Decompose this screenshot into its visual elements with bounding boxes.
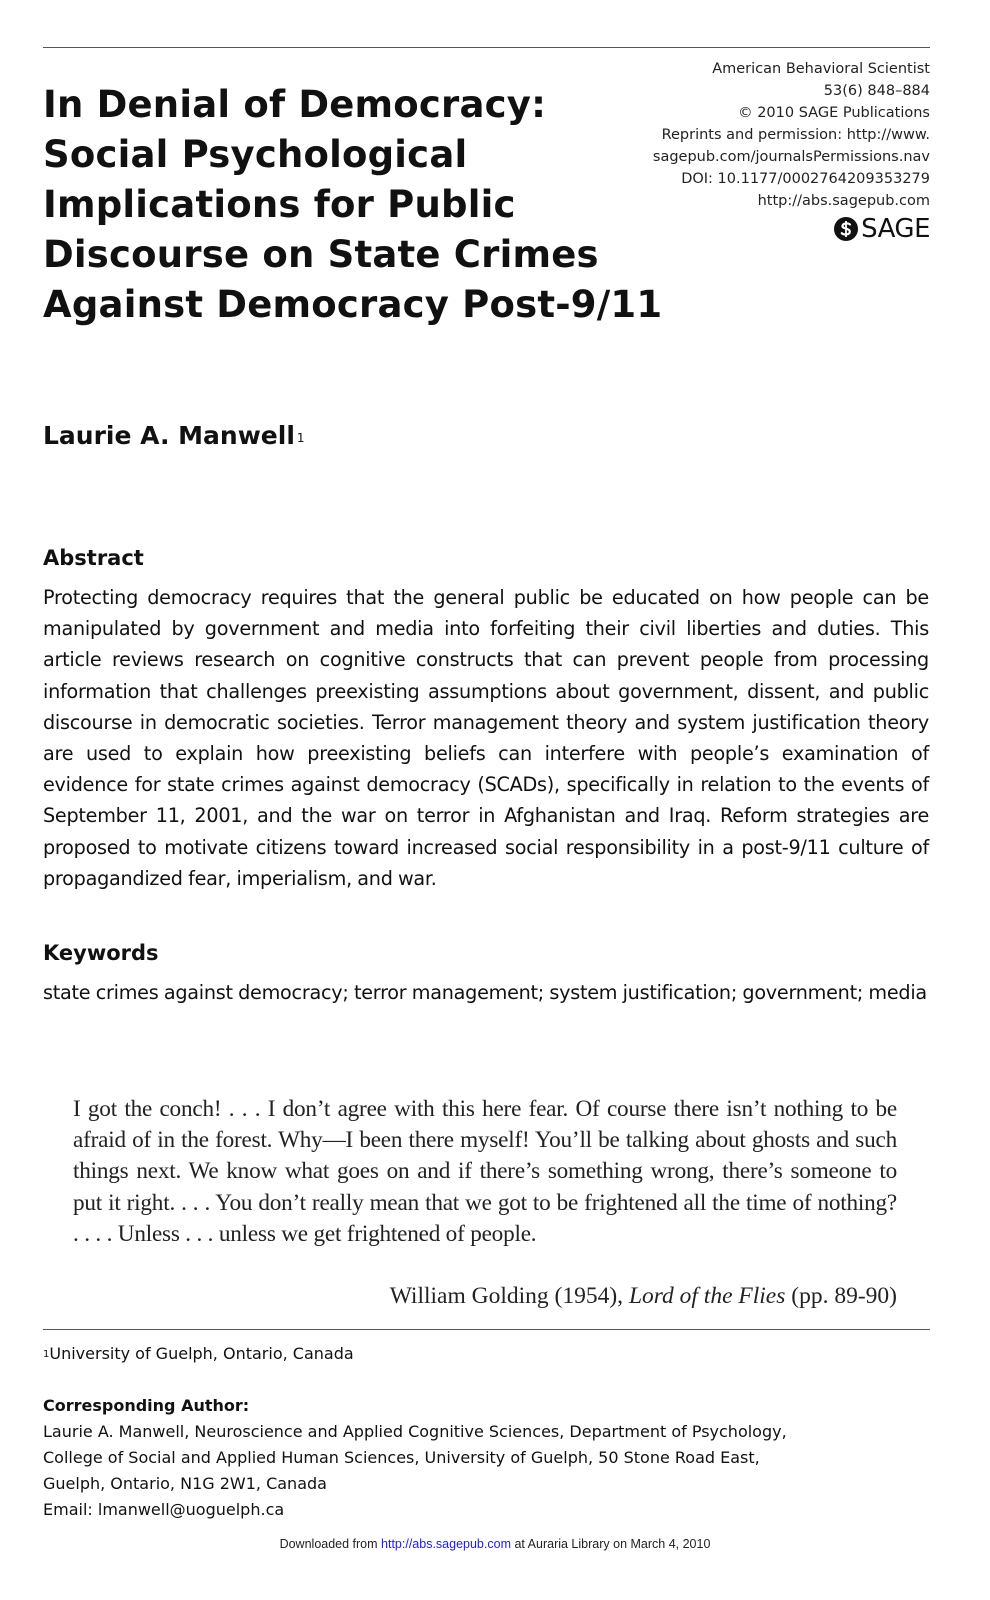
epigraph-source-title: Lord of the Flies bbox=[628, 1283, 786, 1309]
keywords-text: state crimes against democracy; terror management; system justification; government; media bbox=[43, 981, 927, 1004]
epigraph-source bbox=[390, 1280, 897, 1312]
corresponding-author-line: Guelph, Ontario, N1G 2W1, Canada bbox=[43, 1474, 327, 1493]
journal-reprints-url: sagepub.com/journalsPermissions.nav bbox=[652, 149, 930, 165]
title-line: Implications for Public bbox=[43, 183, 516, 226]
abstract-heading: Abstract bbox=[43, 546, 144, 570]
sage-logo-text: SAGE bbox=[861, 214, 930, 244]
download-source-link[interactable]: http://abs.sagepub.com bbox=[381, 1537, 511, 1551]
corresponding-author-label: Corresponding Author: bbox=[43, 1396, 250, 1415]
title-line: Social Psychological bbox=[43, 133, 468, 176]
header-rule bbox=[43, 47, 930, 48]
affiliation-footnote bbox=[43, 1343, 354, 1365]
epigraph-source-pages: (pp. 89-90) bbox=[785, 1283, 897, 1309]
download-note bbox=[0, 1536, 990, 1552]
journal-copyright: © 2010 SAGE Publications bbox=[738, 105, 930, 121]
author-name-text: Laurie A. Manwell bbox=[43, 421, 295, 450]
download-note-prefix: Downloaded from bbox=[279, 1537, 382, 1551]
journal-url: http://abs.sagepub.com bbox=[757, 193, 930, 209]
journal-volume-pages: 53(6) 848–884 bbox=[823, 83, 930, 99]
author-affiliation-marker: 1 bbox=[296, 431, 305, 445]
corresponding-author-line: Laurie A. Manwell, Neuroscience and Applied Cognitive Sciences, Department of Psychology, bbox=[43, 1422, 787, 1441]
abstract-text: Protecting democracy requires that the general public be educated on how people can be manipulated by government and media into forfeiting their civil liberties and duties. This article reviews research on cognitive constructs that can prevent people from processing information that challenges preexisting assumptions about government, dissent, and public discourse in democratic societies. Terror management theory and system justification theory are used to explain how preexisting beliefs can interfere with people’s examination of evidence for state crimes against democracy (SCADs), specifically in relation to the events of September 11, 2001, and the war on terror in Afghanistan and Iraq. Reform strategies are proposed to motivate citizens toward increased social responsibility in a post-9/11 culture of propagandized fear, imperialism, and war. bbox=[43, 586, 929, 890]
sage-dollar-icon bbox=[833, 216, 859, 242]
journal-doi: DOI: 10.1177/0002764209353279 bbox=[681, 171, 930, 187]
epigraph-source-author: William Golding (1954), bbox=[389, 1283, 629, 1309]
keywords-heading: Keywords bbox=[43, 941, 159, 965]
affiliation-text: University of Guelph, Ontario, Canada bbox=[49, 1344, 354, 1363]
corresponding-author-line: College of Social and Applied Human Sciences, University of Guelph, 50 Stone Road East, bbox=[43, 1448, 760, 1467]
journal-reprints: Reprints and permission: http://www. bbox=[661, 127, 930, 143]
title-line: Against Democracy Post-9/11 bbox=[43, 283, 663, 326]
sage-logo bbox=[833, 214, 930, 244]
epigraph-quote: I got the conch! . . . I don’t agree with this here fear. Of course there isn’t nothing to be afraid of in the forest. Why—I been there myself! You’ll be talking about ghosts and such things next. We know what goes on and if there’s something wrong, there’s someone to put it right. . . . You don’t really mean that we got to be frightened all the time of nothing? . . . . Unless . . . unless we get frightened of people. bbox=[73, 1096, 897, 1247]
corresponding-author-email: Email: lmanwell@uoguelph.ca bbox=[43, 1500, 285, 1519]
title-line: In Denial of Democracy: bbox=[43, 83, 547, 126]
journal-name: American Behavioral Scientist bbox=[712, 61, 930, 77]
article-title bbox=[43, 80, 663, 330]
corresponding-author bbox=[43, 1393, 787, 1523]
affiliation-marker: 1 bbox=[43, 1349, 50, 1360]
journal-info bbox=[630, 58, 930, 212]
footnote-rule bbox=[43, 1329, 930, 1330]
author-name bbox=[43, 418, 305, 454]
download-note-suffix: at Auraria Library on March 4, 2010 bbox=[510, 1537, 711, 1551]
title-line: Discourse on State Crimes bbox=[43, 233, 599, 276]
